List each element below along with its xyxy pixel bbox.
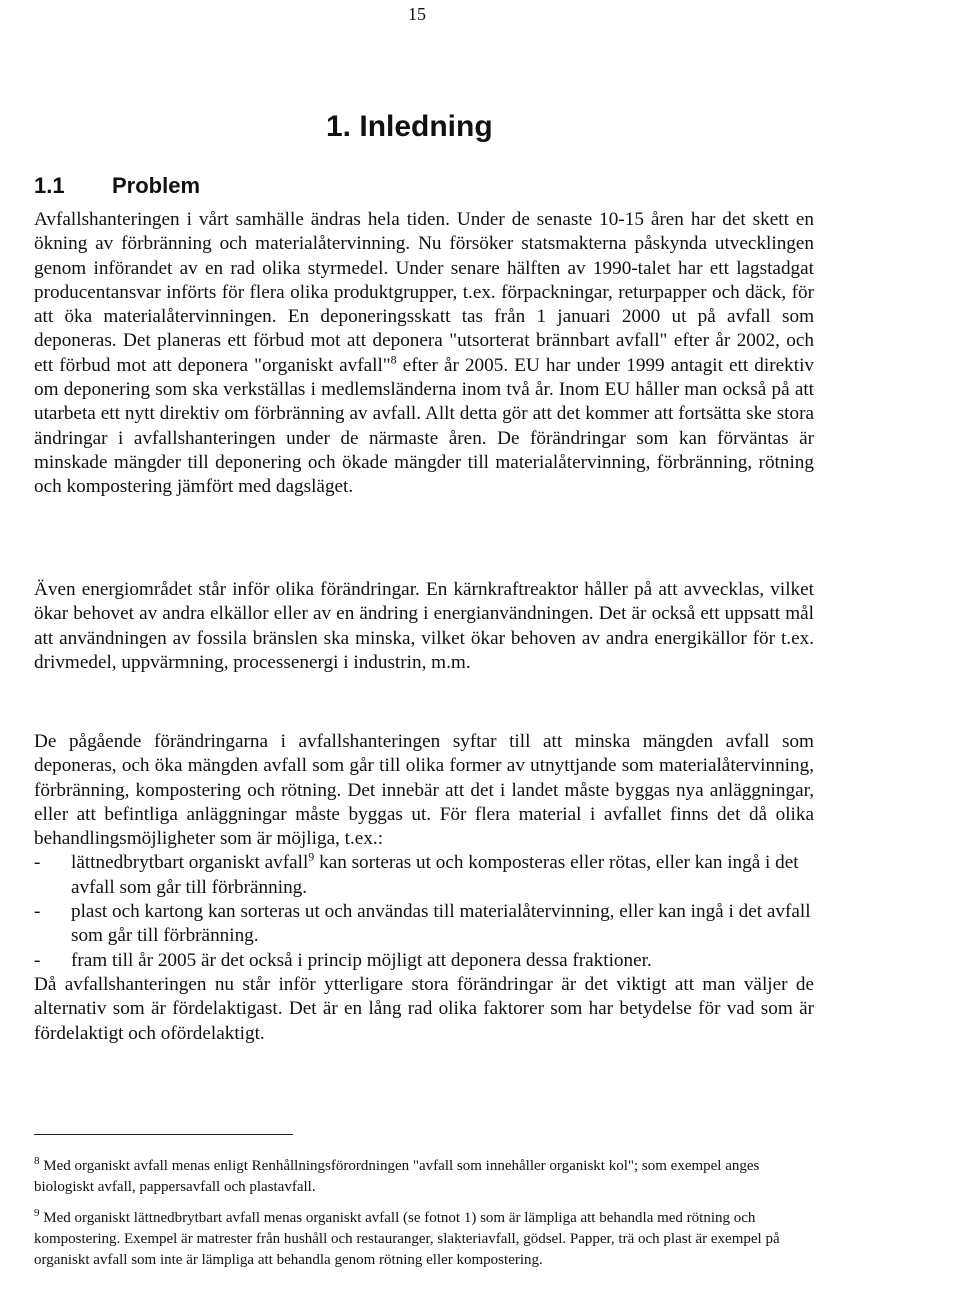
footnote-body: Med organiskt lättnedbrytbart avfall menas organiskt avfall (se fotnot 1) som är lämpliga att behandla med rötning och kompostering. Exempel är matrester från hushåll och restauranger, slakteriavfall, gödsel. Papper, trä och plast är exempel på organiskt avfall som inte är lämpliga att behandla genom rötning eller kompostering. — [34, 1210, 780, 1268]
paragraph-ongoing-changes — [34, 730, 814, 1046]
section-title-text: Problem — [112, 173, 201, 198]
list-dash: - — [34, 949, 41, 971]
list-item-text: fram till år 2005 är det också i princip möjligt att deponera dessa fraktioner. — [71, 949, 652, 971]
list-item — [34, 900, 814, 949]
footnote-9 — [34, 1208, 804, 1271]
footnote-text — [34, 1208, 804, 1271]
footnote-text — [34, 1156, 804, 1198]
paragraph-text-part: efter år 2005. EU har under 1999 antagit ett direktiv om deponering som ska verkställas i medlemsländerna inom två år. Inom EU håller man också på att utarbeta ett nytt direktiv om förbränning av avfall. Allt detta gör att det kommer att fortsätta ske stora ändringar i avfallshanteringen under de närmaste åren. De förändringar som kan förväntas är minskade mängder till deponering och ökade mängder till materialåtervinning, förbränning, rötning och kompostering jämfört med dagsläget. — [34, 354, 814, 498]
footnote-separator — [34, 1134, 293, 1135]
footnote-mark: 9 — [34, 1207, 40, 1219]
list-dash: - — [34, 852, 41, 874]
list-item-text: kan sorteras ut och komposteras eller rötas, eller kan ingå i det avfall som går till förbränning. — [71, 852, 799, 898]
section-heading — [34, 173, 200, 199]
list-item-text: lättnedbrytbart organiskt avfall — [71, 852, 309, 874]
list-item — [34, 851, 814, 900]
footnote-reference: 9 — [308, 850, 315, 865]
paragraph-energy — [34, 578, 814, 675]
footnote-reference: 8 — [390, 352, 397, 367]
footnote-mark: 8 — [34, 1155, 40, 1167]
paragraph-problem-intro — [34, 208, 814, 500]
paragraph-text: Även energiområdet står inför olika förändringar. En kärnkraftreaktor håller på att avvecklas, vilket ökar behovet av andra elkällor eller av en ändring i energianvändningen. Det är också ett uppsatt mål att användningen av fossila bränslen ska minska, vilket ökar behoven av andra energikällor för t.ex. drivmedel, uppvärmning, processenergi i industrin, m.m. — [34, 579, 814, 673]
paragraph-text: Då avfallshanteringen nu står inför ytterligare stora förändringar är det viktigt att man väljer de alternativ som är fördelaktigast. Det är en lång rad olika faktorer som har betydelse för vad som är fördelaktigt och ofördelaktigt. — [34, 973, 814, 1044]
footnote-body: Med organiskt avfall menas enligt Renhållningsförordningen "avfall som innehåller organiskt kol"; som exempel anges biologiskt avfall, pappersavfall och plastavfall. — [34, 1158, 760, 1195]
paragraph-text: De pågående förändringarna i avfallshanteringen syftar till att minska mängden avfall som deponeras, och öka mängden avfall som går till olika former av utnyttjande som materialåtervinning, förbränning, kompostering och rötning. Det innebär att det i landet måste byggas nya anläggningar, eller att befintliga anläggningar måste byggas ut. För flera material i avfallet finns det då olika behandlingsmöjligheter som är möjliga, t.ex.: — [34, 731, 814, 850]
list-item-text: plast och kartong kan sorteras ut och användas till materialåtervinning, eller kan ingå i det avfall som går till förbränning. — [71, 901, 811, 947]
paragraph-text — [34, 208, 814, 500]
list-dash: - — [34, 901, 41, 923]
paragraph-text-part: Avfallshanteringen i vårt samhälle ändras hela tiden. Under de senaste 10-15 åren har det skett en ökning av förbränning och materialåtervinning. Nu försöker statsmakterna påskynda utvecklingen genom införandet av en rad olika styrmedel. Under senare hälften av 1990-talet har ett lagstadgat producentansvar införts för flera olika produktgrupper, t.ex. förpackningar, returpapper och däck, för att öka materialåtervinningen. En deponeringsskatt tas från 1 januari 2000 ut på avfall som deponeras. Det planeras ett förbud mot att deponera "utsorterat brännbart avfall" efter år 2002, och ett förbud mot att deponera "organiskt avfall" — [34, 209, 814, 376]
list-item — [34, 949, 814, 973]
chapter-title: 1. Inledning — [326, 110, 493, 143]
section-number: 1.1 — [34, 173, 65, 198]
page-number: 15 — [408, 4, 426, 24]
footnote-8 — [34, 1156, 804, 1198]
